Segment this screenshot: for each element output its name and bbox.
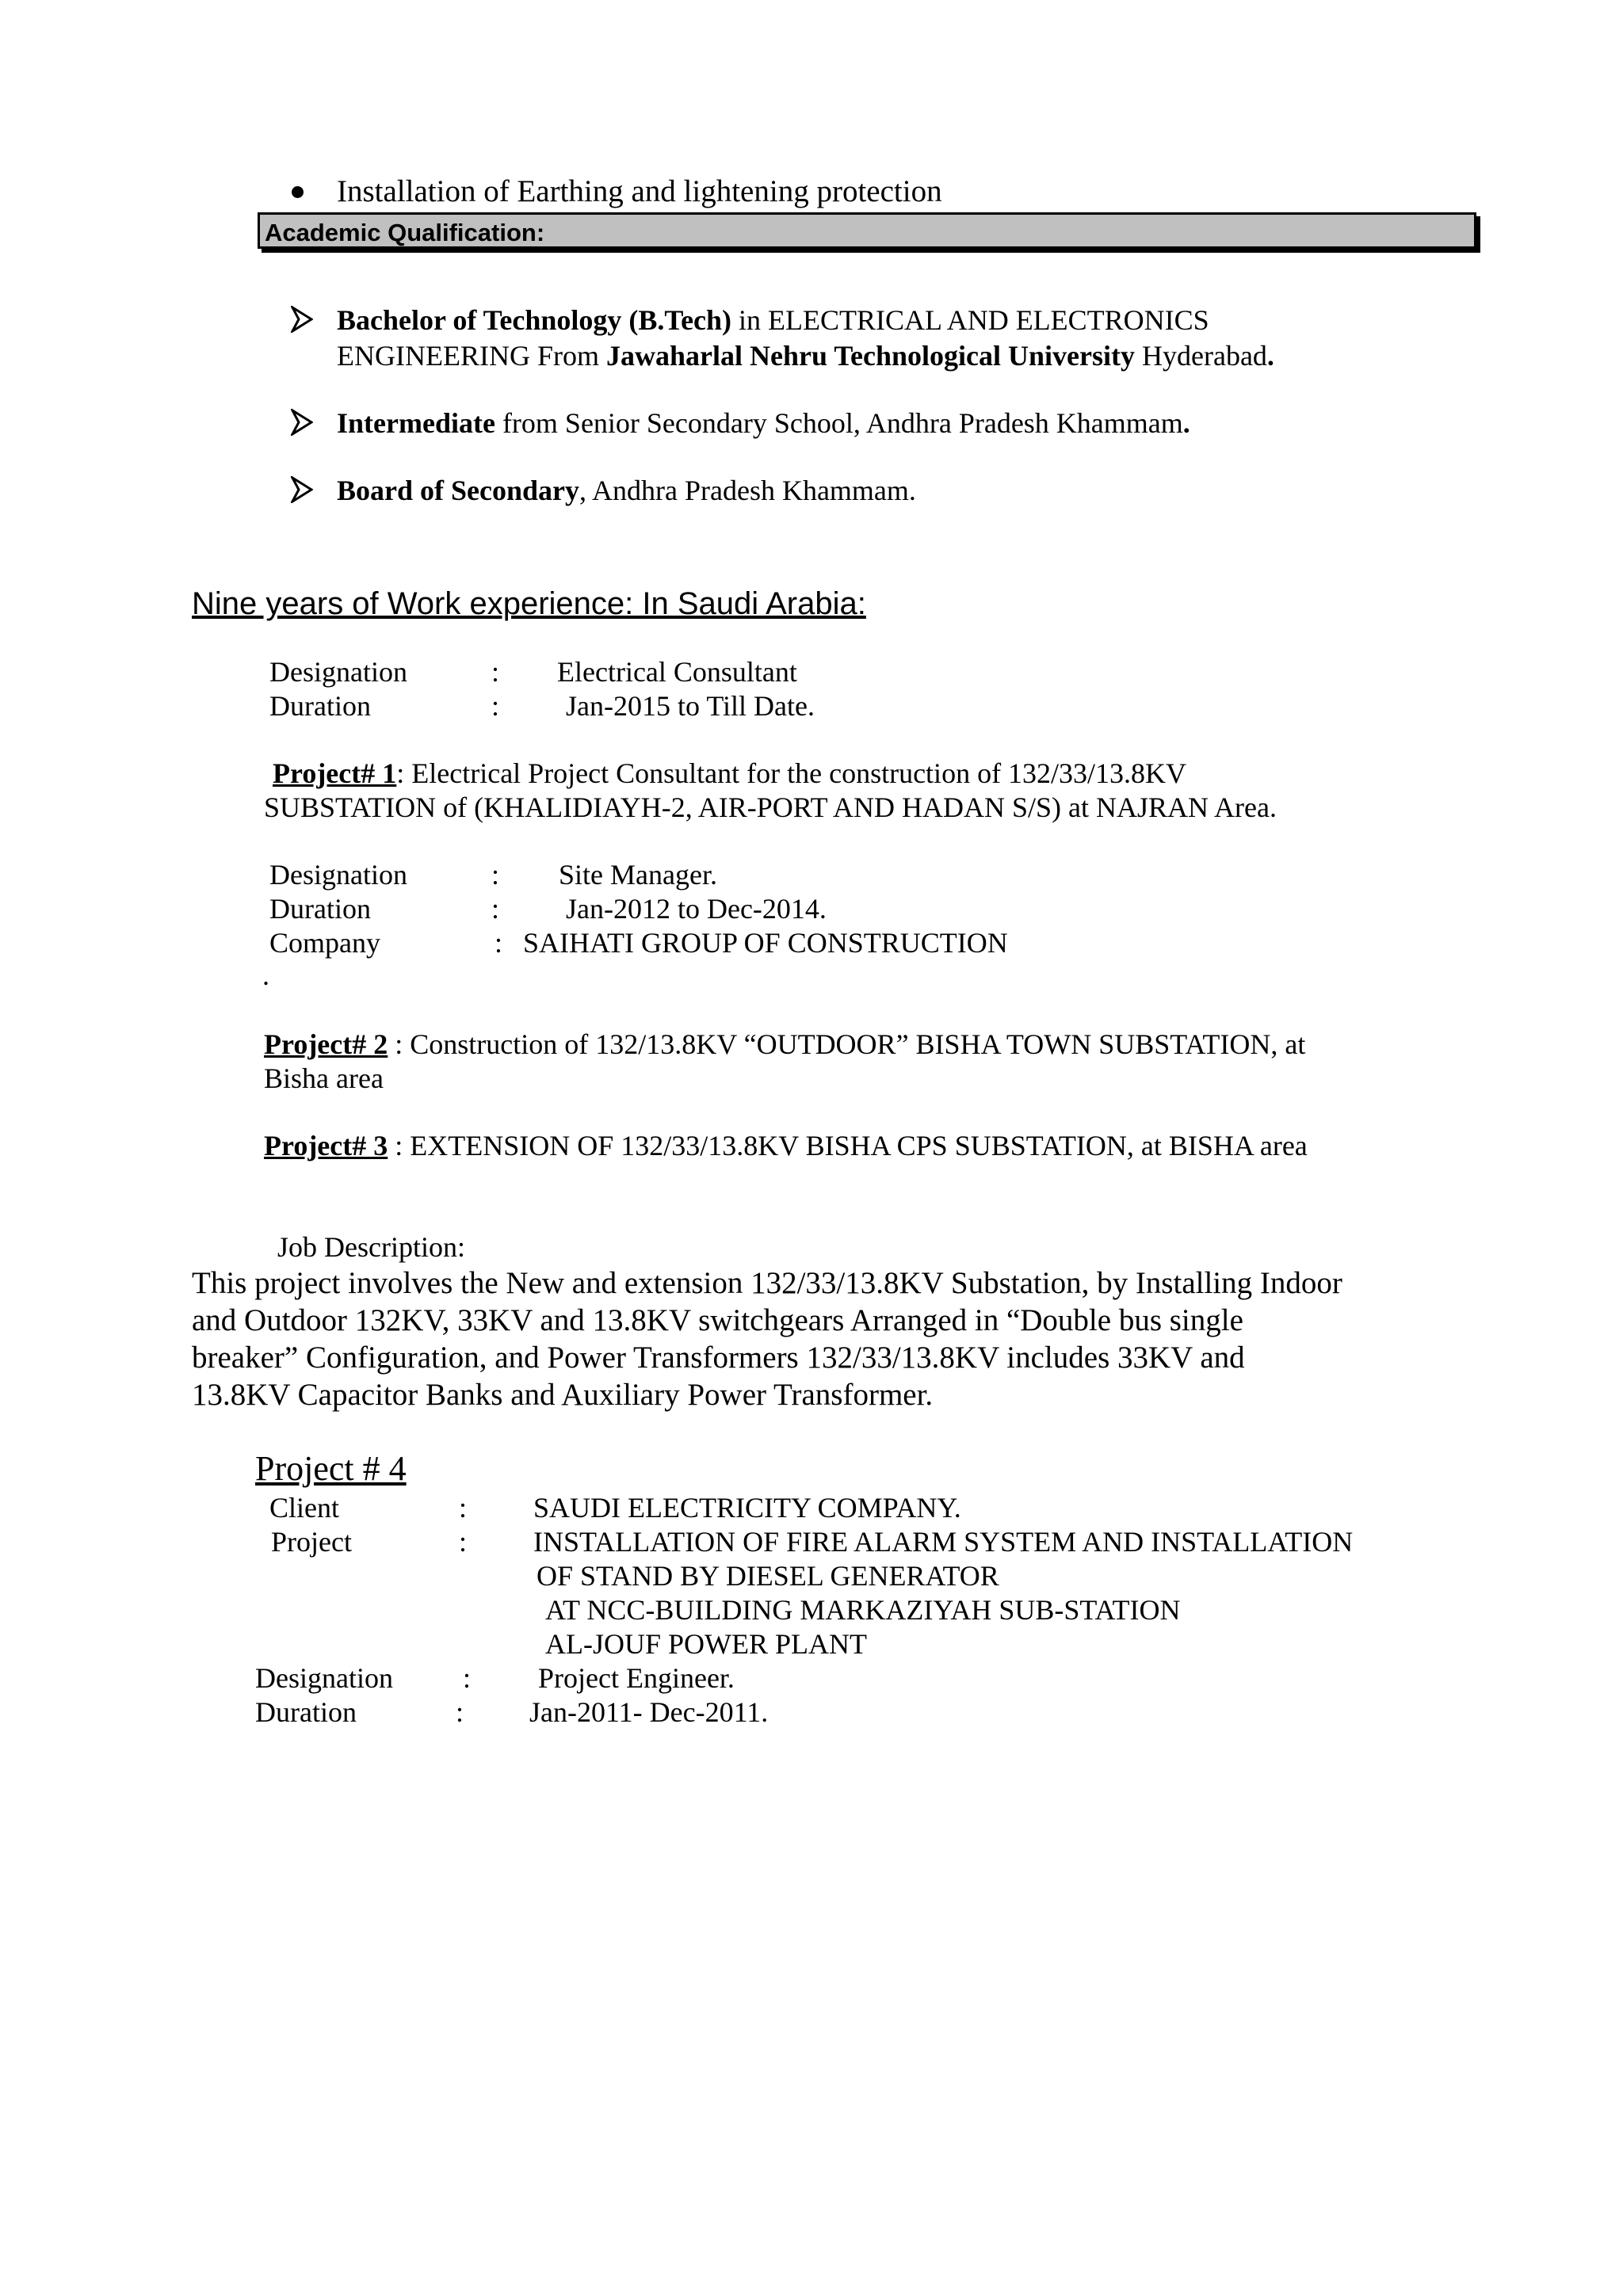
academic-item-intermediate (337, 406, 1190, 441)
academic-item-secondary (337, 474, 916, 508)
colon: : (491, 690, 500, 722)
project-2-line2: Bisha area (264, 1062, 384, 1094)
job-description-line: breaker” Configuration, and Power Transformers 132/33/13.8KV includes 33KV and (192, 1341, 1245, 1375)
project-2-line1 (264, 1028, 1305, 1062)
duration-value: Jan-2015 to Till Date. (566, 690, 815, 722)
designation-value: Site Manager. (559, 859, 717, 891)
project-2-label: Project# 2 (264, 1028, 388, 1060)
colon: : (456, 1696, 464, 1728)
designation-label: Designation (255, 1662, 393, 1694)
project-3-label: Project# 3 (264, 1130, 388, 1161)
designation-value: Electrical Consultant (557, 656, 797, 688)
duration-value: Jan-2011- Dec-2011. (529, 1696, 769, 1728)
period: . (1266, 340, 1274, 372)
project-1-line2: SUBSTATION of (KHALIDIAYH-2, AIR-PORT AND HADAN S/S) at NAJRAN Area. (264, 791, 1277, 823)
experience-heading: Nine years of Work experience: In Saudi Arabia: (192, 586, 866, 621)
colon: : (463, 1662, 472, 1694)
degree-name: Bachelor of Technology (B.Tech) (337, 304, 732, 336)
project-3-line1 (264, 1129, 1308, 1163)
academic-heading: Academic Qualification: (258, 212, 1476, 249)
colon: : (459, 1492, 468, 1524)
arrow-bullet-icon (291, 306, 313, 333)
arrow-bullet-icon (291, 409, 313, 436)
degree-field: in ELECTRICAL AND ELECTRONICS (731, 304, 1209, 336)
duration-label: Duration (255, 1696, 357, 1728)
intermediate-label: Intermediate (337, 407, 495, 439)
duration-label: Duration (269, 893, 371, 925)
top-bullet-text: Installation of Earthing and lightening protection (337, 174, 942, 208)
designation-label: Designation (269, 656, 407, 688)
colon: : (491, 893, 500, 925)
colon: : (491, 656, 500, 688)
colon: : (459, 1526, 468, 1558)
university-city: Hyderabad (1135, 340, 1267, 372)
job-description-line: 13.8KV Capacitor Banks and Auxiliary Power Transformer. (192, 1378, 934, 1412)
client-value: SAUDI ELECTRICITY COMPANY. (533, 1492, 961, 1524)
project-value-line: AT NCC-BUILDING MARKAZIYAH SUB-STATION (545, 1594, 1181, 1626)
project-value-line: AL-JOUF POWER PLANT (545, 1628, 868, 1660)
colon: : (491, 859, 500, 891)
project-4-title: Project # 4 (255, 1449, 407, 1488)
job-description-label: Job Description: (277, 1231, 465, 1263)
secondary-label: Board of Secondary (337, 475, 579, 506)
bullet-dot-icon (292, 186, 304, 198)
period: . (1182, 407, 1190, 439)
client-label: Client (269, 1492, 339, 1524)
intermediate-text: from Senior Secondary School, Andhra Pradesh Khammam (495, 407, 1183, 439)
project-value-line: OF STAND BY DIESEL GENERATOR (537, 1560, 999, 1592)
duration-value: Jan-2012 to Dec-2014. (566, 893, 827, 925)
job-description-line: This project involves the New and extension 132/33/13.8KV Substation, by Installing Indoor (192, 1266, 1342, 1300)
colon: : (495, 927, 503, 959)
project-1-text: : Electrical Project Consultant for the construction of 132/33/13.8KV (396, 757, 1187, 789)
arrow-bullet-icon (291, 476, 313, 503)
university-name: Jawaharlal Nehru Technological University (605, 340, 1135, 372)
designation-value: Project Engineer. (538, 1662, 735, 1694)
designation-label: Designation (269, 859, 407, 891)
degree-field-cont: ENGINEERING From (337, 340, 606, 372)
duration-label: Duration (269, 690, 371, 722)
job-description-line: and Outdoor 132KV, 33KV and 13.8KV switchgears Arranged in “Double bus single (192, 1303, 1243, 1337)
secondary-text: , Andhra Pradesh Khammam. (579, 475, 916, 506)
academic-item-btech-line1 (337, 303, 1209, 338)
project-3-text: : EXTENSION OF 132/33/13.8KV BISHA CPS SUBSTATION, at BISHA area (388, 1130, 1308, 1161)
company-value: SAIHATI GROUP OF CONSTRUCTION (523, 927, 1008, 959)
academic-item-btech-line2 (337, 339, 1274, 373)
project-1-label: Project# 1 (273, 757, 397, 789)
company-label: Company (269, 927, 380, 959)
project-1-line1 (273, 757, 1186, 791)
project-2-text: : Construction of 132/13.8KV “OUTDOOR” BISHA TOWN SUBSTATION, at (388, 1028, 1306, 1060)
project-value-line: INSTALLATION OF FIRE ALARM SYSTEM AND INSTALLATION (533, 1526, 1354, 1558)
stray-dot: . (262, 959, 269, 991)
project-label: Project (271, 1526, 352, 1558)
